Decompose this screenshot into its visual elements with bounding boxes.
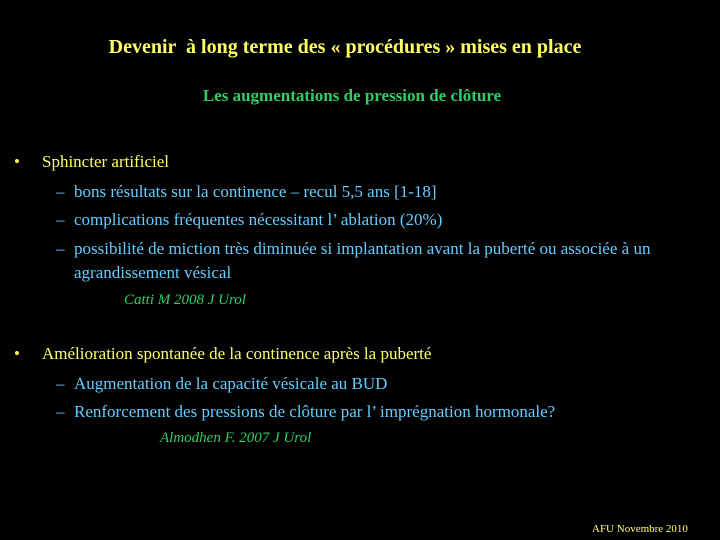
footer-text: AFU Novembre 2010 <box>592 523 688 535</box>
bullet-icon: • <box>14 152 20 171</box>
slide-subtitle: Les augmentations de pression de clôture <box>202 86 502 105</box>
dash-icon: – <box>56 402 65 421</box>
sub-item-text: complications fréquentes nécessitant l’ ablation (20%) <box>74 210 443 229</box>
bullet-icon: • <box>14 344 20 363</box>
citation: Catti M 2008 J Urol <box>124 292 246 308</box>
sub-item-text: Augmentation de la capacité vésicale au BUD <box>74 374 388 393</box>
bullet-text: Sphincter artificiel <box>42 152 169 171</box>
dash-icon: – <box>56 182 65 201</box>
sub-item-text: Renforcement des pressions de clôture par l’ imprégnation hormonale? <box>74 402 556 421</box>
dash-icon: – <box>56 374 65 393</box>
sub-item-text: bons résultats sur la continence – recul 5,5 ans [1-18] <box>74 182 437 201</box>
dash-icon: – <box>56 210 65 229</box>
slide-title: Devenir à long terme des « procédures » mises en place <box>108 36 582 58</box>
citation: Almodhen F. 2007 J Urol <box>160 430 312 446</box>
sub-item-text: possibilité de miction très diminuée si implantation avant la puberté ou associée à un agrandissement vésical <box>74 239 651 282</box>
bullet-text: Amélioration spontanée de la continence après la puberté <box>42 344 432 363</box>
dash-icon: – <box>56 239 65 258</box>
